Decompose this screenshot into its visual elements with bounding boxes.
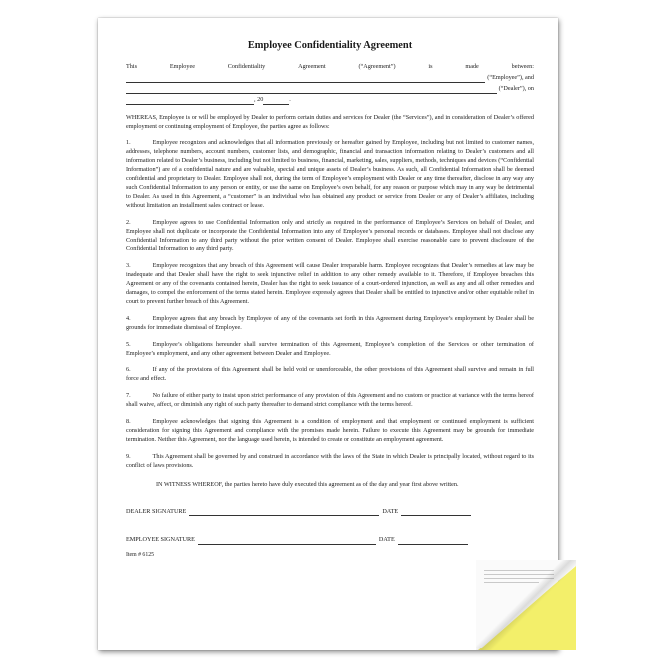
clause-number: 7.: [126, 392, 131, 400]
agreement-date-blank[interactable]: [126, 98, 254, 105]
year-prefix: , 20: [254, 95, 264, 103]
form-content: [126, 40, 534, 560]
intro-word: between:: [511, 63, 534, 70]
intro-word: made: [465, 63, 479, 70]
dealer-signature-row: [126, 508, 534, 517]
employee-name-line: [126, 74, 534, 83]
intro-word: Employee: [169, 63, 195, 70]
whereas-paragraph: WHEREAS, Employee is or will be employed by Dealer to perform certain duties and services for Dealer (the “Services”), and in consideration of Dealer’s offered employment or continuing employment of Employee, the parties agree as follows:: [126, 113, 534, 130]
year-suffix: .: [289, 95, 291, 103]
clause-number: 8.: [126, 418, 131, 426]
witness-paragraph: IN WITNESS WHEREOF, the parties hereto have duly executed this agreement as of the day and year first above written.: [156, 480, 459, 488]
clause-number: 9.: [126, 452, 131, 460]
clause-text: Employee acknowledges that signing this Agreement is a condition of employment and that employment or continued employment is sufficient consideration for signing this Agreement and compliance with the promises made herein. Failure to execute this Agreement may be grounds for immediate termination. Neither this Agreement, nor the language used herein, is intended to create or constitute an employment agreement.: [126, 418, 534, 443]
dealer-signature-label: DEALER SIGNATURE: [126, 507, 187, 515]
clause-text: Employee recognizes that any breach of this Agreement will cause Dealer irreparable harm. Employee recognizes that Dealer’s remedies at law may be inadequate and that Dealer shall have the right to seek injunctive relief in addition to any other remedy available to it. Therefore, if Employee breaches this Agreement or any of the covenants contained herein, Dealer has the right to seek issuance of a court-ordered injunction, as well as any and all other remedies and damages, to compel the enforcement of the terms stated herein. Employee expressly agrees that Dealer shall be entitled to injunctive and/or other equitable relief in court to prevent further breach of this Agreement.: [126, 262, 534, 305]
clause-number: 2.: [126, 218, 131, 226]
clause-2: [126, 219, 534, 255]
dealer-name-line: [126, 85, 534, 94]
clause-8: [126, 418, 534, 445]
clause-7: [126, 392, 534, 410]
employee-tag: (“Employee”), and: [487, 73, 534, 81]
dealer-date-line[interactable]: [401, 509, 471, 516]
copy-rule: [484, 574, 554, 575]
dealer-tag: (“Dealer”), on: [498, 84, 534, 92]
copy-rule: [484, 578, 554, 579]
employee-signature-row: [126, 536, 534, 545]
clause-text: This Agreement shall be governed by and construed in accordance with the laws of the State in which Dealer is principally located, without regard to its conflict of laws provisions.: [126, 452, 534, 469]
clause-text: Employee’s obligations hereunder shall survive termination of this Agreement, Employee’s completion of the Services or other termination of Employee’s employment, and any other agreement between Dealer and Employee.: [126, 340, 534, 357]
year-blank[interactable]: [263, 95, 291, 105]
dealer-date-label: DATE: [382, 507, 399, 515]
employee-date-line[interactable]: [398, 538, 468, 545]
document-title: Employee Confidentiality Agreement: [247, 40, 413, 51]
clause-4: [126, 315, 534, 333]
intro-word: (“Agreement”): [358, 63, 396, 70]
employee-signature-label: EMPLOYEE SIGNATURE: [126, 536, 195, 544]
clause-text: No failure of either party to insist upon strict performance of any provision of this Agreement and no custom or practice at variance with the terms hereof shall waive, affect, or diminish any right of such party thereafter to demand strict compliance with the terms hereof.: [126, 392, 534, 409]
clause-number: 1.: [126, 139, 131, 147]
clause-3: [126, 262, 534, 307]
date-line: [126, 96, 534, 105]
clause-number: 5.: [126, 340, 131, 348]
clause-1: [126, 139, 534, 210]
item-number: Item # 6125: [126, 552, 155, 559]
clause-text: If any of the provisions of this Agreement shall be held void or unenforceable, the other provisions of this Agreement shall survive and remain in full force and effect.: [126, 366, 534, 383]
employee-date-label: DATE: [378, 536, 395, 544]
clause-text: Employee recognizes and acknowledges that all information previously or hereafter gained by Employee, including but not limited to customer names, addresses, telephone numbers, account numbers, customer lists, and demographic, financial and transaction information relating to Dealer’s customers and all information related to Dealer’s business, including but not limited to business, financial, marketing, sales, suppliers, methods, techniques and devices (“Confidential Information”) are of a confidential nature and are valuable, special and unique assets of Dealer’s business. As such, all Confidential Information shall be deemed confidential and proprietary to Dealer. Employee shall not, during the term of Employee’s employment with Dealer or any time thereafter, disclose in any way any such Confidential Information to any person or entity, or use the same on Employee’s own behalf, for any reason or purpose which may in any way be detrimental to Dealer. As used in this Agreement, a “customer” is an individual who has obtained any product or service from Dealer or any of Dealer’s affiliates, including without limitation an installment sales contract or lease.: [126, 139, 534, 209]
intro-word: Confidentiality: [227, 63, 266, 70]
clause-number: 4.: [126, 314, 131, 322]
intro-word: This: [126, 63, 138, 70]
copy-rule: [484, 582, 539, 583]
clause-6: [126, 366, 534, 384]
intro-word: Agreement: [298, 63, 326, 70]
employee-signature-line[interactable]: [198, 538, 376, 545]
copy-rule: [484, 570, 554, 571]
clause-number: 3.: [126, 262, 131, 270]
dealer-name-blank[interactable]: [126, 87, 497, 94]
employee-name-blank[interactable]: [126, 76, 485, 83]
clause-5: [126, 341, 534, 359]
clause-number: 6.: [126, 366, 131, 374]
clause-text: Employee agrees to use Confidential Information only and strictly as required in the performance of Employee’s Services on behalf of Dealer, and Employee shall not duplicate or incorporate the Confidential Information into any of Employee’s personal records or databases. Employee shall not disclose any Confidential Information to any third party without the prior written consent of Dealer. Employee shall exercise reasonable care to prevent disclosure of the Confidential Information to any third party.: [126, 218, 534, 253]
clause-text: Employee agrees that any breach by Employee of any of the covenants set forth in this Agreement during Employee’s employment by Dealer shall be grounds for immediate dismissal of Employee.: [126, 314, 534, 331]
intro-word: is: [428, 63, 433, 70]
dealer-signature-line[interactable]: [189, 509, 379, 516]
clause-9: [126, 453, 534, 471]
form-sheet: [98, 18, 558, 650]
intro-line-1: [126, 63, 534, 72]
